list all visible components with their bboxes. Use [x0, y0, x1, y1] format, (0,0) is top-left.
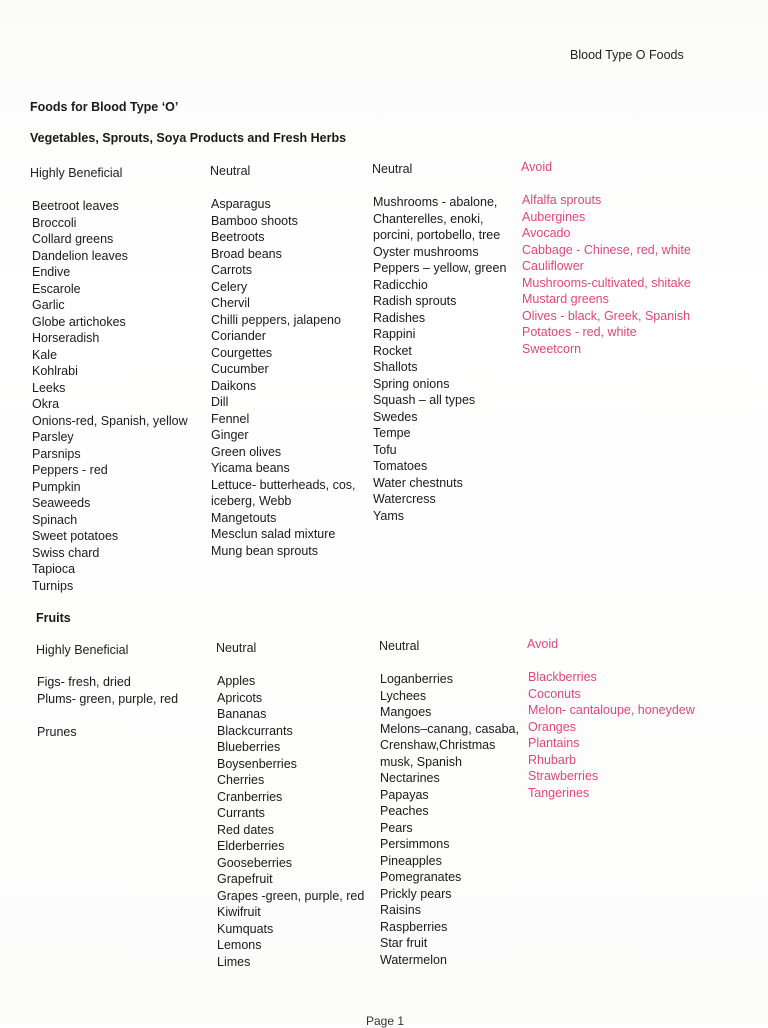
- list-item: Mangoes: [380, 705, 432, 719]
- list-item: Figs- fresh, dried: [37, 675, 131, 689]
- list-item: Leeks: [32, 380, 66, 395]
- list-item: Radish sprouts: [373, 294, 457, 308]
- fruit-col-head-beneficial: Highly Beneficial: [36, 643, 129, 657]
- list-item: Blueberries: [217, 740, 281, 754]
- fruit-list-avoid: [528, 669, 695, 801]
- list-item: Pineapples: [380, 853, 442, 868]
- list-item: Strawberries: [528, 769, 599, 783]
- list-item: Avocado: [522, 226, 571, 240]
- list-item: Kohlrabi: [32, 364, 78, 378]
- list-item: Prickly pears: [380, 886, 452, 901]
- veg-col-head-beneficial: Highly Beneficial: [30, 166, 123, 180]
- list-item: Prunes: [37, 724, 77, 739]
- list-item: Rappini: [373, 327, 416, 341]
- list-item: Plums- green, purple, red: [37, 691, 179, 706]
- list-item: Beetroot leaves: [32, 199, 119, 213]
- list-item: Papayas: [380, 787, 429, 802]
- list-item: Pumpkin: [32, 479, 81, 494]
- list-item: Grapes -green, purple, red: [217, 888, 365, 903]
- section-title-vegetables: Vegetables, Sprouts, Soya Products and Fresh Herbs: [30, 131, 347, 145]
- list-item: Mung bean sprouts: [211, 543, 319, 558]
- list-item: Dill: [211, 395, 229, 409]
- list-item: Cabbage - Chinese, red, white: [522, 242, 691, 257]
- list-item: Water chestnuts: [373, 475, 463, 490]
- list-item: Squash – all types: [373, 393, 476, 407]
- list-item: Rocket: [373, 343, 412, 358]
- veg-list-beneficial: [32, 198, 188, 594]
- veg-list-avoid: [522, 192, 691, 357]
- list-item: Nectarines: [380, 771, 440, 785]
- list-item: Radishes: [373, 310, 426, 325]
- list-item: Chanterelles, enoki,: [373, 211, 484, 226]
- list-item: Loganberries: [380, 672, 453, 686]
- fruit-list-beneficial: [37, 674, 178, 740]
- list-item: Spinach: [32, 512, 78, 527]
- list-item: Elderberries: [217, 839, 285, 853]
- list-item: Apples: [217, 674, 256, 688]
- list-item: musk, Spanish: [380, 754, 462, 769]
- list-item: Carrots: [211, 263, 252, 277]
- list-item: Watermelon: [380, 952, 447, 967]
- list-item: Turnips: [32, 578, 74, 593]
- list-item: Yams: [373, 508, 405, 523]
- list-item: Globe artichokes: [32, 314, 126, 329]
- list-item: Peppers - red: [32, 463, 108, 477]
- list-item: Shallots: [373, 360, 418, 374]
- list-item: Escarole: [32, 281, 81, 296]
- list-item: Chervil: [211, 296, 250, 310]
- list-item: Potatoes - red, white: [522, 325, 637, 339]
- list-item: Swiss chard: [32, 545, 100, 560]
- list-item: Pomegranates: [380, 870, 462, 884]
- fruit-col-head-neutral-1: Neutral: [216, 641, 257, 655]
- list-item: Sweet potatoes: [32, 529, 119, 543]
- list-item: Radicchio: [373, 277, 428, 292]
- list-item: Olives - black, Greek, Spanish: [522, 308, 691, 323]
- list-item: iceberg, Webb: [211, 494, 292, 508]
- list-item: Peaches: [380, 804, 429, 818]
- list-item: Okra: [32, 397, 60, 411]
- list-item: Raspberries: [380, 919, 448, 934]
- list-item: Tomatoes: [373, 459, 428, 473]
- list-item: Melons–canang, casaba,: [380, 721, 519, 736]
- list-item: Blackberries: [528, 670, 597, 684]
- list-item: Onions-red, Spanish, yellow: [32, 413, 188, 428]
- list-item: Bamboo shoots: [211, 213, 298, 228]
- veg-col-head-neutral-2: Neutral: [372, 162, 413, 176]
- list-item: Tapioca: [32, 562, 76, 576]
- list-item: Green olives: [211, 444, 282, 459]
- list-item: Kumquats: [217, 921, 274, 936]
- list-item: Cucumber: [211, 362, 269, 376]
- list-item: porcini, portobello, tree: [373, 228, 501, 242]
- list-item: Mushrooms-cultivated, shitake: [522, 275, 691, 290]
- list-item: Rhubarb: [528, 752, 576, 767]
- list-item: Tempe: [373, 426, 411, 440]
- list-item: Melon- cantaloupe, honeydew: [528, 703, 695, 717]
- list-item: Grapefruit: [217, 872, 273, 886]
- list-item: Daikons: [211, 378, 257, 393]
- list-item: Mushrooms - abalone,: [373, 195, 498, 209]
- running-header: Blood Type O Foods: [570, 48, 684, 62]
- list-item: Ginger: [211, 428, 249, 442]
- list-item: Persimmons: [380, 837, 450, 851]
- list-item: Lemons: [217, 938, 262, 952]
- list-item: Lettuce- butterheads, cos,: [211, 477, 356, 492]
- list-item: Courgettes: [211, 345, 273, 360]
- document-title: Foods for Blood Type ‘O’: [30, 100, 179, 114]
- list-item: Asparagus: [211, 197, 271, 211]
- veg-list-neutral-1: [211, 196, 356, 559]
- list-item: Mesclun salad mixture: [211, 527, 336, 541]
- list-item: Mustard greens: [522, 292, 609, 306]
- list-item: Alfalfa sprouts: [522, 193, 602, 207]
- list-item: Watercress: [373, 492, 436, 506]
- list-item: Blackcurrants: [217, 723, 293, 738]
- list-item: Limes: [217, 954, 251, 969]
- list-item: Tangerines: [528, 785, 590, 800]
- list-item: Lychees: [380, 688, 427, 703]
- list-item: Coriander: [211, 329, 266, 343]
- list-item: Coconuts: [528, 686, 581, 701]
- list-item: Tofu: [373, 442, 397, 457]
- list-item: Sweetcorn: [522, 341, 582, 356]
- list-item: Bananas: [217, 707, 267, 721]
- list-item: Spring onions: [373, 376, 450, 391]
- list-item: Kale: [32, 347, 58, 362]
- list-item: Yicama beans: [211, 461, 290, 475]
- list-item: Endive: [32, 265, 71, 279]
- list-item: Gooseberries: [217, 855, 293, 870]
- list-item: Pears: [380, 820, 413, 835]
- list-item: Currants: [217, 806, 265, 820]
- list-item: Garlic: [32, 298, 65, 312]
- list-item: Seaweeds: [32, 496, 91, 510]
- list-item: Raisins: [380, 903, 421, 917]
- list-item: Oyster mushrooms: [373, 244, 479, 259]
- list-item: Broad beans: [211, 246, 282, 261]
- section-title-fruits: Fruits: [36, 611, 71, 625]
- list-item: Star fruit: [380, 936, 428, 950]
- list-item: Cranberries: [217, 789, 283, 804]
- list-item: Kiwifruit: [217, 905, 261, 919]
- list-item: Parsnips: [32, 446, 81, 461]
- fruit-col-head-avoid: Avoid: [527, 637, 559, 651]
- list-item: Plantains: [528, 736, 580, 750]
- fruit-col-head-neutral-2: Neutral: [379, 639, 420, 653]
- list-item: Horseradish: [32, 331, 100, 345]
- veg-col-head-neutral-1: Neutral: [210, 164, 251, 178]
- list-item: Red dates: [217, 822, 274, 837]
- list-item: Celery: [211, 279, 248, 294]
- list-item: Mangetouts: [211, 510, 277, 525]
- page-number: Page 1: [366, 1014, 405, 1028]
- fruit-list-neutral-2: [380, 671, 519, 968]
- list-item: Crenshaw,Christmas: [380, 738, 496, 752]
- list-item: Dandelion leaves: [32, 248, 128, 263]
- list-item: Oranges: [528, 719, 576, 734]
- list-item: Apricots: [217, 690, 263, 705]
- list-item: Beetroots: [211, 230, 265, 244]
- list-item: Broccoli: [32, 215, 77, 230]
- list-item: Fennel: [211, 411, 250, 426]
- list-item: Cherries: [217, 773, 265, 787]
- fruit-list-neutral-1: [217, 673, 364, 970]
- list-item: Cauliflower: [522, 259, 584, 273]
- list-item: Swedes: [373, 409, 418, 424]
- list-item: Parsley: [32, 430, 74, 444]
- veg-col-head-avoid: Avoid: [521, 160, 553, 174]
- list-item: Peppers – yellow, green: [373, 261, 507, 275]
- list-item: Boysenberries: [217, 756, 297, 771]
- list-item: Aubergines: [522, 209, 586, 224]
- veg-list-neutral-2: [373, 194, 506, 524]
- list-item: Collard greens: [32, 232, 114, 246]
- list-item: Chilli peppers, jalapeno: [211, 312, 341, 327]
